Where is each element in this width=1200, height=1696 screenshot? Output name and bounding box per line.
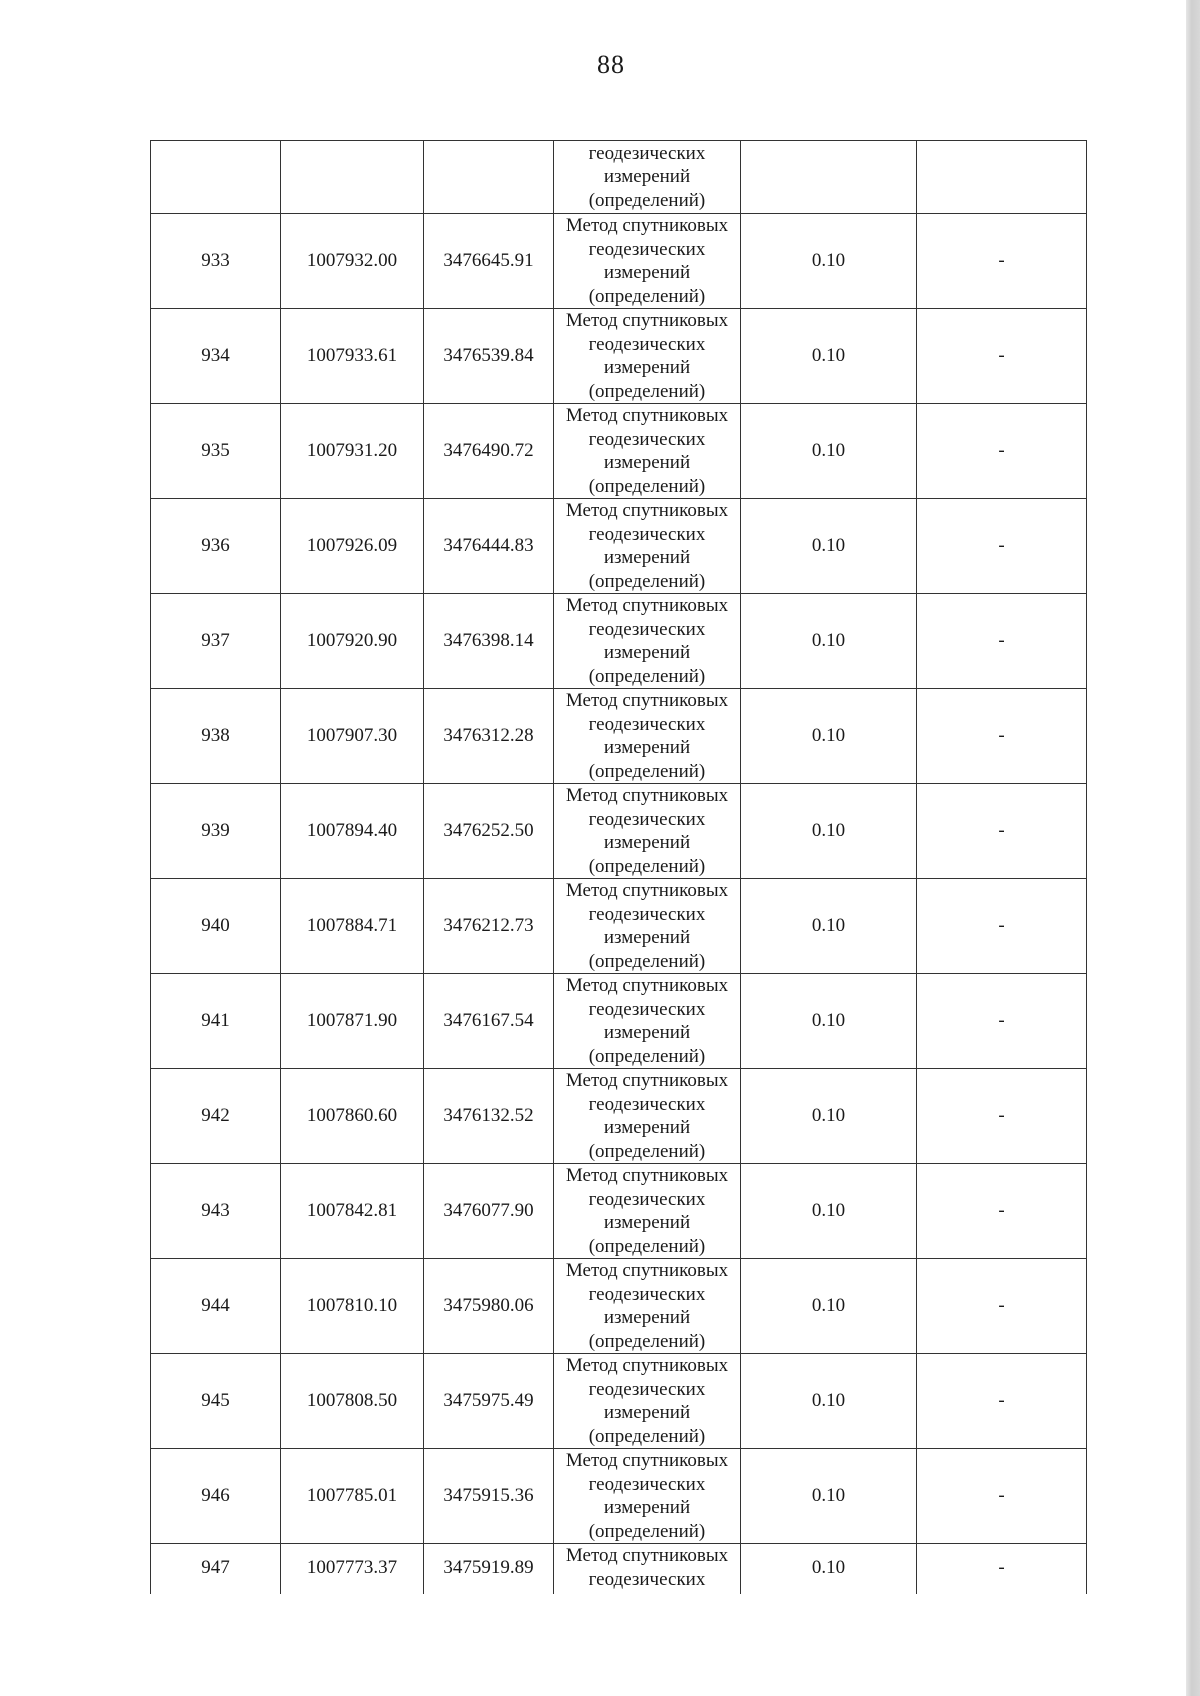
method-line: измерений <box>603 832 691 853</box>
method-line: Метод спутниковых <box>565 880 729 901</box>
method-line: Метод спутниковых <box>565 690 729 711</box>
method-line: геодезических <box>588 1473 706 1495</box>
accuracy-cell: 0.10 <box>741 594 917 689</box>
method-line: измерений <box>603 547 691 568</box>
point-id-cell: 939 <box>151 784 281 879</box>
method-cell <box>554 879 741 974</box>
method-line: измерений <box>603 737 691 758</box>
table-body <box>151 141 1087 1594</box>
accuracy-cell: 0.10 <box>741 689 917 784</box>
table-row <box>151 404 1087 499</box>
method-cell <box>554 594 741 689</box>
y-coordinate-cell: 3476490.72 <box>424 404 554 499</box>
point-id-cell: 937 <box>151 594 281 689</box>
note-cell: - <box>917 1449 1087 1544</box>
table-row <box>151 1259 1087 1354</box>
point-id-cell: 936 <box>151 499 281 594</box>
table-row <box>151 1164 1087 1259</box>
method-line: геодезических <box>588 998 706 1020</box>
accuracy-cell: 0.10 <box>741 784 917 879</box>
method-line: (определений) <box>588 665 706 687</box>
method-line: измерений <box>603 1307 691 1328</box>
point-id-cell: 941 <box>151 974 281 1069</box>
method-line: геодезических <box>588 523 706 545</box>
table-row <box>151 879 1087 974</box>
method-line: измерений <box>603 1212 691 1233</box>
y-coordinate-cell: 3475915.36 <box>424 1449 554 1544</box>
y-coordinate-cell: 3476398.14 <box>424 594 554 689</box>
method-line: Метод спутниковых <box>565 1355 729 1376</box>
method-line: измерений <box>603 262 691 283</box>
note-cell: - <box>917 1069 1087 1164</box>
method-line: Метод спутниковых <box>565 1545 729 1566</box>
method-cell <box>554 141 741 214</box>
method-cell <box>554 689 741 784</box>
x-coordinate-cell: 1007884.71 <box>281 879 424 974</box>
method-line: геодезических <box>588 238 706 260</box>
x-coordinate-cell: 1007907.30 <box>281 689 424 784</box>
method-line: (определений) <box>588 1520 706 1542</box>
x-coordinate-cell: 1007773.37 <box>281 1544 424 1594</box>
accuracy-cell: 0.10 <box>741 974 917 1069</box>
method-line: измерений <box>603 357 691 378</box>
method-cell <box>554 974 741 1069</box>
x-coordinate-cell: 1007926.09 <box>281 499 424 594</box>
method-line: (определений) <box>588 189 706 211</box>
note-cell: - <box>917 214 1087 309</box>
method-line: геодезических <box>588 808 706 830</box>
method-line: измерений <box>603 166 691 187</box>
accuracy-cell: 0.10 <box>741 1544 917 1594</box>
y-coordinate-cell: 3475980.06 <box>424 1259 554 1354</box>
method-line: (определений) <box>588 475 706 497</box>
method-line: измерений <box>603 1117 691 1138</box>
table-row <box>151 499 1087 594</box>
method-line: геодезических <box>588 1568 706 1590</box>
method-line: Метод спутниковых <box>565 215 729 236</box>
method-cell <box>554 1354 741 1449</box>
y-coordinate-cell: 3476312.28 <box>424 689 554 784</box>
point-id-cell: 944 <box>151 1259 281 1354</box>
x-coordinate-cell: 1007931.20 <box>281 404 424 499</box>
method-line: измерений <box>603 1022 691 1043</box>
point-id-cell: 946 <box>151 1449 281 1544</box>
point-id-cell: 934 <box>151 309 281 404</box>
scan-edge-shadow <box>1186 0 1200 1696</box>
note-cell <box>917 141 1087 214</box>
accuracy-cell: 0.10 <box>741 499 917 594</box>
note-cell: - <box>917 1259 1087 1354</box>
x-coordinate-cell: 1007932.00 <box>281 214 424 309</box>
method-line: Метод спутниковых <box>565 500 729 521</box>
point-id-cell: 943 <box>151 1164 281 1259</box>
x-coordinate-cell: 1007842.81 <box>281 1164 424 1259</box>
method-line: (определений) <box>588 1425 706 1447</box>
x-coordinate-cell: 1007808.50 <box>281 1354 424 1449</box>
table-row <box>151 1449 1087 1544</box>
table-row <box>151 309 1087 404</box>
y-coordinate-cell: 3475975.49 <box>424 1354 554 1449</box>
x-coordinate-cell: 1007933.61 <box>281 309 424 404</box>
y-coordinate-cell: 3476252.50 <box>424 784 554 879</box>
point-id-cell: 945 <box>151 1354 281 1449</box>
method-line: (определений) <box>588 950 706 972</box>
table-row <box>151 1544 1087 1594</box>
accuracy-cell: 0.10 <box>741 879 917 974</box>
method-cell <box>554 214 741 309</box>
note-cell: - <box>917 879 1087 974</box>
note-cell: - <box>917 594 1087 689</box>
method-line: (определений) <box>588 1140 706 1162</box>
x-coordinate-cell: 1007810.10 <box>281 1259 424 1354</box>
method-line: геодезических <box>588 142 706 164</box>
note-cell: - <box>917 784 1087 879</box>
method-line: Метод спутниковых <box>565 1165 729 1186</box>
y-coordinate-cell: 3476132.52 <box>424 1069 554 1164</box>
method-line: измерений <box>603 642 691 663</box>
x-coordinate-cell: 1007860.60 <box>281 1069 424 1164</box>
method-line: геодезических <box>588 1378 706 1400</box>
method-line: геодезических <box>588 713 706 735</box>
method-cell <box>554 1164 741 1259</box>
accuracy-cell: 0.10 <box>741 1259 917 1354</box>
table-row <box>151 784 1087 879</box>
method-line: (определений) <box>588 1330 706 1352</box>
note-cell: - <box>917 1164 1087 1259</box>
y-coordinate-cell: 3476212.73 <box>424 879 554 974</box>
y-coordinate-cell: 3476645.91 <box>424 214 554 309</box>
method-line: геодезических <box>588 1283 706 1305</box>
table-row-continued <box>151 141 1087 214</box>
x-coordinate-cell: 1007894.40 <box>281 784 424 879</box>
x-coordinate-cell: 1007920.90 <box>281 594 424 689</box>
point-id-cell: 942 <box>151 1069 281 1164</box>
coordinates-table <box>150 140 1087 1594</box>
page-number: 88 <box>597 50 625 79</box>
y-coordinate-cell: 3476167.54 <box>424 974 554 1069</box>
id-cell <box>151 141 281 214</box>
point-id-cell: 933 <box>151 214 281 309</box>
x-coordinate-cell: 1007871.90 <box>281 974 424 1069</box>
method-line: (определений) <box>588 570 706 592</box>
point-id-cell: 940 <box>151 879 281 974</box>
table-row <box>151 1354 1087 1449</box>
method-cell <box>554 1544 741 1594</box>
method-line: измерений <box>603 927 691 948</box>
note-cell: - <box>917 499 1087 594</box>
y-cell <box>424 141 554 214</box>
method-line: измерений <box>603 1497 691 1518</box>
method-line: геодезических <box>588 1093 706 1115</box>
note-cell: - <box>917 309 1087 404</box>
method-line: геодезических <box>588 903 706 925</box>
note-cell: - <box>917 1544 1087 1594</box>
note-cell: - <box>917 404 1087 499</box>
x-coordinate-cell: 1007785.01 <box>281 1449 424 1544</box>
table-row <box>151 214 1087 309</box>
method-cell <box>554 784 741 879</box>
y-coordinate-cell: 3475919.89 <box>424 1544 554 1594</box>
note-cell: - <box>917 974 1087 1069</box>
method-cell <box>554 309 741 404</box>
method-line: (определений) <box>588 1235 706 1257</box>
method-line: геодезических <box>588 333 706 355</box>
note-cell: - <box>917 689 1087 784</box>
method-line: Метод спутниковых <box>565 1260 729 1281</box>
method-line: (определений) <box>588 1045 706 1067</box>
note-cell: - <box>917 1354 1087 1449</box>
accuracy-cell: 0.10 <box>741 1449 917 1544</box>
method-line: геодезических <box>588 618 706 640</box>
method-cell <box>554 1449 741 1544</box>
point-id-cell: 938 <box>151 689 281 784</box>
point-id-cell: 935 <box>151 404 281 499</box>
method-line: Метод спутниковых <box>565 405 729 426</box>
method-line: (определений) <box>588 380 706 402</box>
method-cell <box>554 404 741 499</box>
method-line: (определений) <box>588 285 706 307</box>
y-coordinate-cell: 3476539.84 <box>424 309 554 404</box>
method-line: Метод спутниковых <box>565 310 729 331</box>
accuracy-cell: 0.10 <box>741 1354 917 1449</box>
method-cell <box>554 1069 741 1164</box>
method-line: (определений) <box>588 760 706 782</box>
method-line: Метод спутниковых <box>565 1070 729 1091</box>
method-line: Метод спутниковых <box>565 1450 729 1471</box>
accuracy-cell: 0.10 <box>741 309 917 404</box>
method-line: Метод спутниковых <box>565 975 729 996</box>
point-id-cell: 947 <box>151 1544 281 1594</box>
table-row <box>151 1069 1087 1164</box>
accuracy-cell: 0.10 <box>741 1069 917 1164</box>
table-row <box>151 974 1087 1069</box>
x-cell <box>281 141 424 214</box>
method-line: Метод спутниковых <box>565 785 729 806</box>
method-line: геодезических <box>588 1188 706 1210</box>
method-cell <box>554 1259 741 1354</box>
table-row <box>151 689 1087 784</box>
method-cell <box>554 499 741 594</box>
table-row <box>151 594 1087 689</box>
method-line: измерений <box>603 452 691 473</box>
accuracy-cell: 0.10 <box>741 404 917 499</box>
y-coordinate-cell: 3476444.83 <box>424 499 554 594</box>
method-line: (определений) <box>588 855 706 877</box>
method-line: измерений <box>603 1402 691 1423</box>
method-line: геодезических <box>588 428 706 450</box>
accuracy-cell: 0.10 <box>741 1164 917 1259</box>
method-line: Метод спутниковых <box>565 595 729 616</box>
accuracy-cell: 0.10 <box>741 214 917 309</box>
accuracy-cell <box>741 141 917 214</box>
y-coordinate-cell: 3476077.90 <box>424 1164 554 1259</box>
